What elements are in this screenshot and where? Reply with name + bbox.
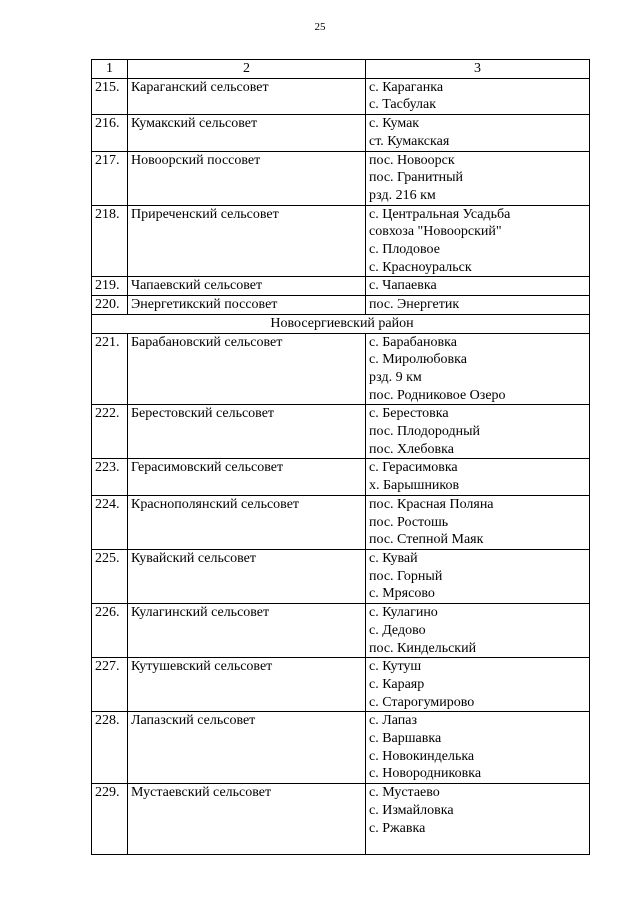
settlements-cell: [366, 78, 590, 114]
settlements-cell: [366, 712, 590, 784]
settlements-cell: [366, 296, 590, 315]
table-row: [92, 205, 590, 277]
settlement-name: пос. Новоорск: [369, 152, 455, 168]
settlement-name: с. Дедово: [369, 622, 426, 638]
table-body-top: [92, 78, 590, 314]
table-row: [92, 277, 590, 296]
settlements-cell: [366, 549, 590, 603]
settlements-cell: [366, 604, 590, 658]
settlement-name: рзд. 216 км: [369, 187, 436, 203]
row-number: 223.: [92, 459, 128, 495]
row-number: 217.: [92, 151, 128, 205]
settlement-name: с. Центральная Усадьба: [369, 206, 511, 222]
settlement-name: рзд. 9 км: [369, 369, 422, 385]
settlement-name: пос. Хлебовка: [369, 441, 454, 457]
row-number: 224.: [92, 495, 128, 549]
row-number: 221.: [92, 333, 128, 405]
settlement-name: с. Караганка: [369, 79, 444, 95]
settlement-name: пос. Красная Поляна: [369, 496, 494, 512]
region-section: [92, 314, 590, 333]
row-number: 226.: [92, 604, 128, 658]
region-row: [92, 314, 590, 333]
settlement-name: с. Кулагино: [369, 605, 438, 621]
municipality-name: Барабановский сельсовет: [128, 333, 366, 405]
table-header-row: [92, 60, 590, 79]
row-number: 229.: [92, 784, 128, 855]
row-number: 228.: [92, 712, 128, 784]
row-number: 216.: [92, 115, 128, 151]
row-number: 222.: [92, 405, 128, 459]
table-row: [92, 549, 590, 603]
municipality-name: Новоорский поссовет: [128, 151, 366, 205]
municipality-name: Караганский сельсовет: [128, 78, 366, 114]
settlement-name: х. Барышников: [369, 478, 460, 494]
settlements-cell: [366, 658, 590, 712]
table-body-bottom: [92, 333, 590, 855]
settlement-name: с. Мрясово: [369, 586, 435, 602]
settlements-cell: [366, 151, 590, 205]
table-row: [92, 78, 590, 114]
settlement-name: с. Варшавка: [369, 731, 442, 747]
settlement-name: пос. Киндельский: [369, 640, 477, 656]
settlement-name: с. Кумак: [369, 116, 420, 132]
settlements-cell: [366, 495, 590, 549]
municipality-name: Мустаевский сельсовет: [128, 784, 366, 855]
row-number: 218.: [92, 205, 128, 277]
settlements-cell: [366, 405, 590, 459]
settlement-name: пос. Степной Маяк: [369, 532, 484, 548]
table-row: [92, 604, 590, 658]
settlement-name: с. Герасимовка: [369, 460, 458, 476]
settlements-cell: [366, 784, 590, 855]
settlement-name: с. Миролюбовка: [369, 352, 467, 368]
settlement-name: пос. Энергетик: [369, 297, 460, 313]
row-number: 227.: [92, 658, 128, 712]
municipality-name: Энергетикский поссовет: [128, 296, 366, 315]
settlements-cell: [366, 277, 590, 296]
settlements-table: [91, 59, 590, 855]
page-number: 25: [314, 21, 326, 33]
settlement-name: пос. Ростошь: [369, 514, 449, 530]
row-number: 219.: [92, 277, 128, 296]
row-number: 225.: [92, 549, 128, 603]
settlement-name: с. Караяр: [369, 676, 425, 692]
table-row: [92, 658, 590, 712]
municipality-name: Лапазский сельсовет: [128, 712, 366, 784]
municipality-name: Кутушевский сельсовет: [128, 658, 366, 712]
settlement-name: с. Чапаевка: [369, 278, 437, 294]
municipality-name: Краснополянский сельсовет: [128, 495, 366, 549]
settlement-name: пос. Горный: [369, 568, 443, 584]
settlements-cell: [366, 115, 590, 151]
municipality-name: Кулагинский сельсовет: [128, 604, 366, 658]
settlement-name: с. Измайловка: [369, 802, 454, 818]
table-row: [92, 115, 590, 151]
settlement-name: с. Плодовое: [369, 242, 440, 258]
header-col-1: 1: [92, 60, 128, 79]
settlement-name: с. Лапаз: [369, 713, 417, 729]
settlement-name: пос. Родниковое Озеро: [369, 387, 506, 403]
settlement-name: с. Красноуральск: [369, 259, 472, 275]
settlements-cell: [366, 205, 590, 277]
settlement-name: с. Ржавка: [369, 820, 426, 836]
table-row: [92, 151, 590, 205]
settlement-name: с. Барабановка: [369, 334, 457, 350]
municipality-name: Чапаевский сельсовет: [128, 277, 366, 296]
settlement-name: с. Мустаево: [369, 785, 440, 801]
header-col-2: 2: [128, 60, 366, 79]
header-col-3: 3: [366, 60, 590, 79]
settlement-name: с. Старогумирово: [369, 694, 475, 710]
settlement-name: с. Тасбулак: [369, 97, 436, 113]
settlements-cell: [366, 333, 590, 405]
table-row: [92, 459, 590, 495]
settlement-name: с. Кувай: [369, 550, 418, 566]
settlement-name: с. Кутуш: [369, 659, 422, 675]
settlement-name: с. Новородниковка: [369, 766, 482, 782]
region-heading: Новосергиевский район: [92, 314, 590, 333]
table-row: [92, 405, 590, 459]
municipality-name: Кумакский сельсовет: [128, 115, 366, 151]
municipality-name: Кувайский сельсовет: [128, 549, 366, 603]
settlement-name: пос. Гранитный: [369, 170, 463, 186]
row-number: 220.: [92, 296, 128, 315]
municipality-name: Берестовский сельсовет: [128, 405, 366, 459]
settlement-name: с. Берестовка: [369, 406, 449, 422]
table-row: [92, 712, 590, 784]
settlements-cell: [366, 459, 590, 495]
settlement-name: с. Новокинделька: [369, 748, 475, 764]
municipality-name: Герасимовский сельсовет: [128, 459, 366, 495]
settlement-name: совхоза "Новоорский": [369, 224, 502, 240]
settlement-name: ст. Кумакская: [369, 133, 450, 149]
table-row: [92, 333, 590, 405]
row-number: 215.: [92, 78, 128, 114]
municipality-name: Приреченский сельсовет: [128, 205, 366, 277]
settlement-name: пос. Плодородный: [369, 424, 480, 440]
table-row: [92, 296, 590, 315]
table-row: [92, 784, 590, 855]
table-row: [92, 495, 590, 549]
